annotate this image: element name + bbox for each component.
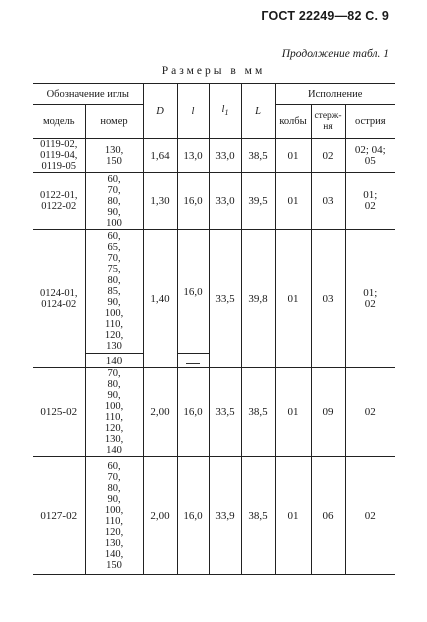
col-bulb: колбы xyxy=(275,105,311,139)
col-needle-designation: Обозначение иглы xyxy=(33,84,143,105)
table-row xyxy=(33,230,395,354)
L-cell: 38,5 xyxy=(241,368,275,457)
col-execution: Исполнение xyxy=(275,84,395,105)
l-cell: 16,0 xyxy=(177,457,209,575)
col-shank: стерж- ня xyxy=(311,105,345,139)
l1-cell: 33,0 xyxy=(209,139,241,173)
table-row xyxy=(33,173,395,230)
L-cell: 39,8 xyxy=(241,230,275,368)
shank-cell: 09 xyxy=(311,368,345,457)
d-cell: 1,40 xyxy=(143,230,177,368)
table-row xyxy=(33,457,395,575)
units-title: Размеры в мм xyxy=(161,65,266,77)
l-cell: 16,0 xyxy=(177,173,209,230)
l1-cell: 33,0 xyxy=(209,173,241,230)
bulb-cell: 01 xyxy=(275,368,311,457)
bulb-cell: 01 xyxy=(275,457,311,575)
l-cell: 16,0 xyxy=(177,368,209,457)
table-row xyxy=(33,368,395,457)
tip-cell: 01; 02 xyxy=(345,230,395,368)
d-cell: 2,00 xyxy=(143,368,177,457)
col-D: D xyxy=(143,84,177,139)
dash-mark xyxy=(186,363,200,364)
l-cell xyxy=(177,354,209,368)
number-cell: 60, 70, 80, 90, 100 xyxy=(85,173,143,230)
model-cell: 0124-01, 0124-02 xyxy=(33,230,85,368)
number-cell: 60, 65, 70, 75, 80, 85, 90, 100, 110, 120, 130 xyxy=(85,230,143,354)
tip-cell: 02 xyxy=(345,368,395,457)
model-cell: 0119-02, 0119-04, 0119-05 xyxy=(33,139,85,173)
number-cell: 70, 80, 90, 100, 110, 120, 130, 140 xyxy=(85,368,143,457)
l1-cell: 33,9 xyxy=(209,457,241,575)
l-cell: 16,0 xyxy=(177,230,209,354)
bulb-cell: 01 xyxy=(275,173,311,230)
table-row xyxy=(33,139,395,173)
shank-cell: 02 xyxy=(311,139,345,173)
shank-cell: 06 xyxy=(311,457,345,575)
tip-cell: 01; 02 xyxy=(345,173,395,230)
tip-cell: 02; 04; 05 xyxy=(345,139,395,173)
bulb-cell: 01 xyxy=(275,230,311,368)
l1-cell: 33,5 xyxy=(209,368,241,457)
model-cell: 0127-02 xyxy=(33,457,85,575)
bulb-cell: 01 xyxy=(275,139,311,173)
col-number: номер xyxy=(85,105,143,139)
l-cell: 13,0 xyxy=(177,139,209,173)
col-tip: острия xyxy=(345,105,395,139)
needle-dimensions-table xyxy=(33,83,395,575)
shank-cell: 03 xyxy=(311,173,345,230)
page-header: ГОСТ 22249—82 С. 9 xyxy=(261,9,389,23)
number-cell: 130, 150 xyxy=(85,139,143,173)
col-model: модель xyxy=(33,105,85,139)
L-cell: 39,5 xyxy=(241,173,275,230)
shank-cell: 03 xyxy=(311,230,345,368)
L-cell: 38,5 xyxy=(241,457,275,575)
l1-cell: 33,5 xyxy=(209,230,241,368)
number-cell: 140 xyxy=(85,354,143,368)
L-cell: 38,5 xyxy=(241,139,275,173)
col-l: l xyxy=(177,84,209,139)
table-continuation-note: Продолжение табл. 1 xyxy=(281,48,389,60)
col-l1: $l_1$ xyxy=(209,84,241,139)
col-L: L xyxy=(241,84,275,139)
d-cell: 1,64 xyxy=(143,139,177,173)
model-cell: 0125-02 xyxy=(33,368,85,457)
d-cell: 2,00 xyxy=(143,457,177,575)
tip-cell: 02 xyxy=(345,457,395,575)
model-cell: 0122-01, 0122-02 xyxy=(33,173,85,230)
number-cell: 60, 70, 80, 90, 100, 110, 120, 130, 140, 150 xyxy=(85,457,143,575)
d-cell: 1,30 xyxy=(143,173,177,230)
